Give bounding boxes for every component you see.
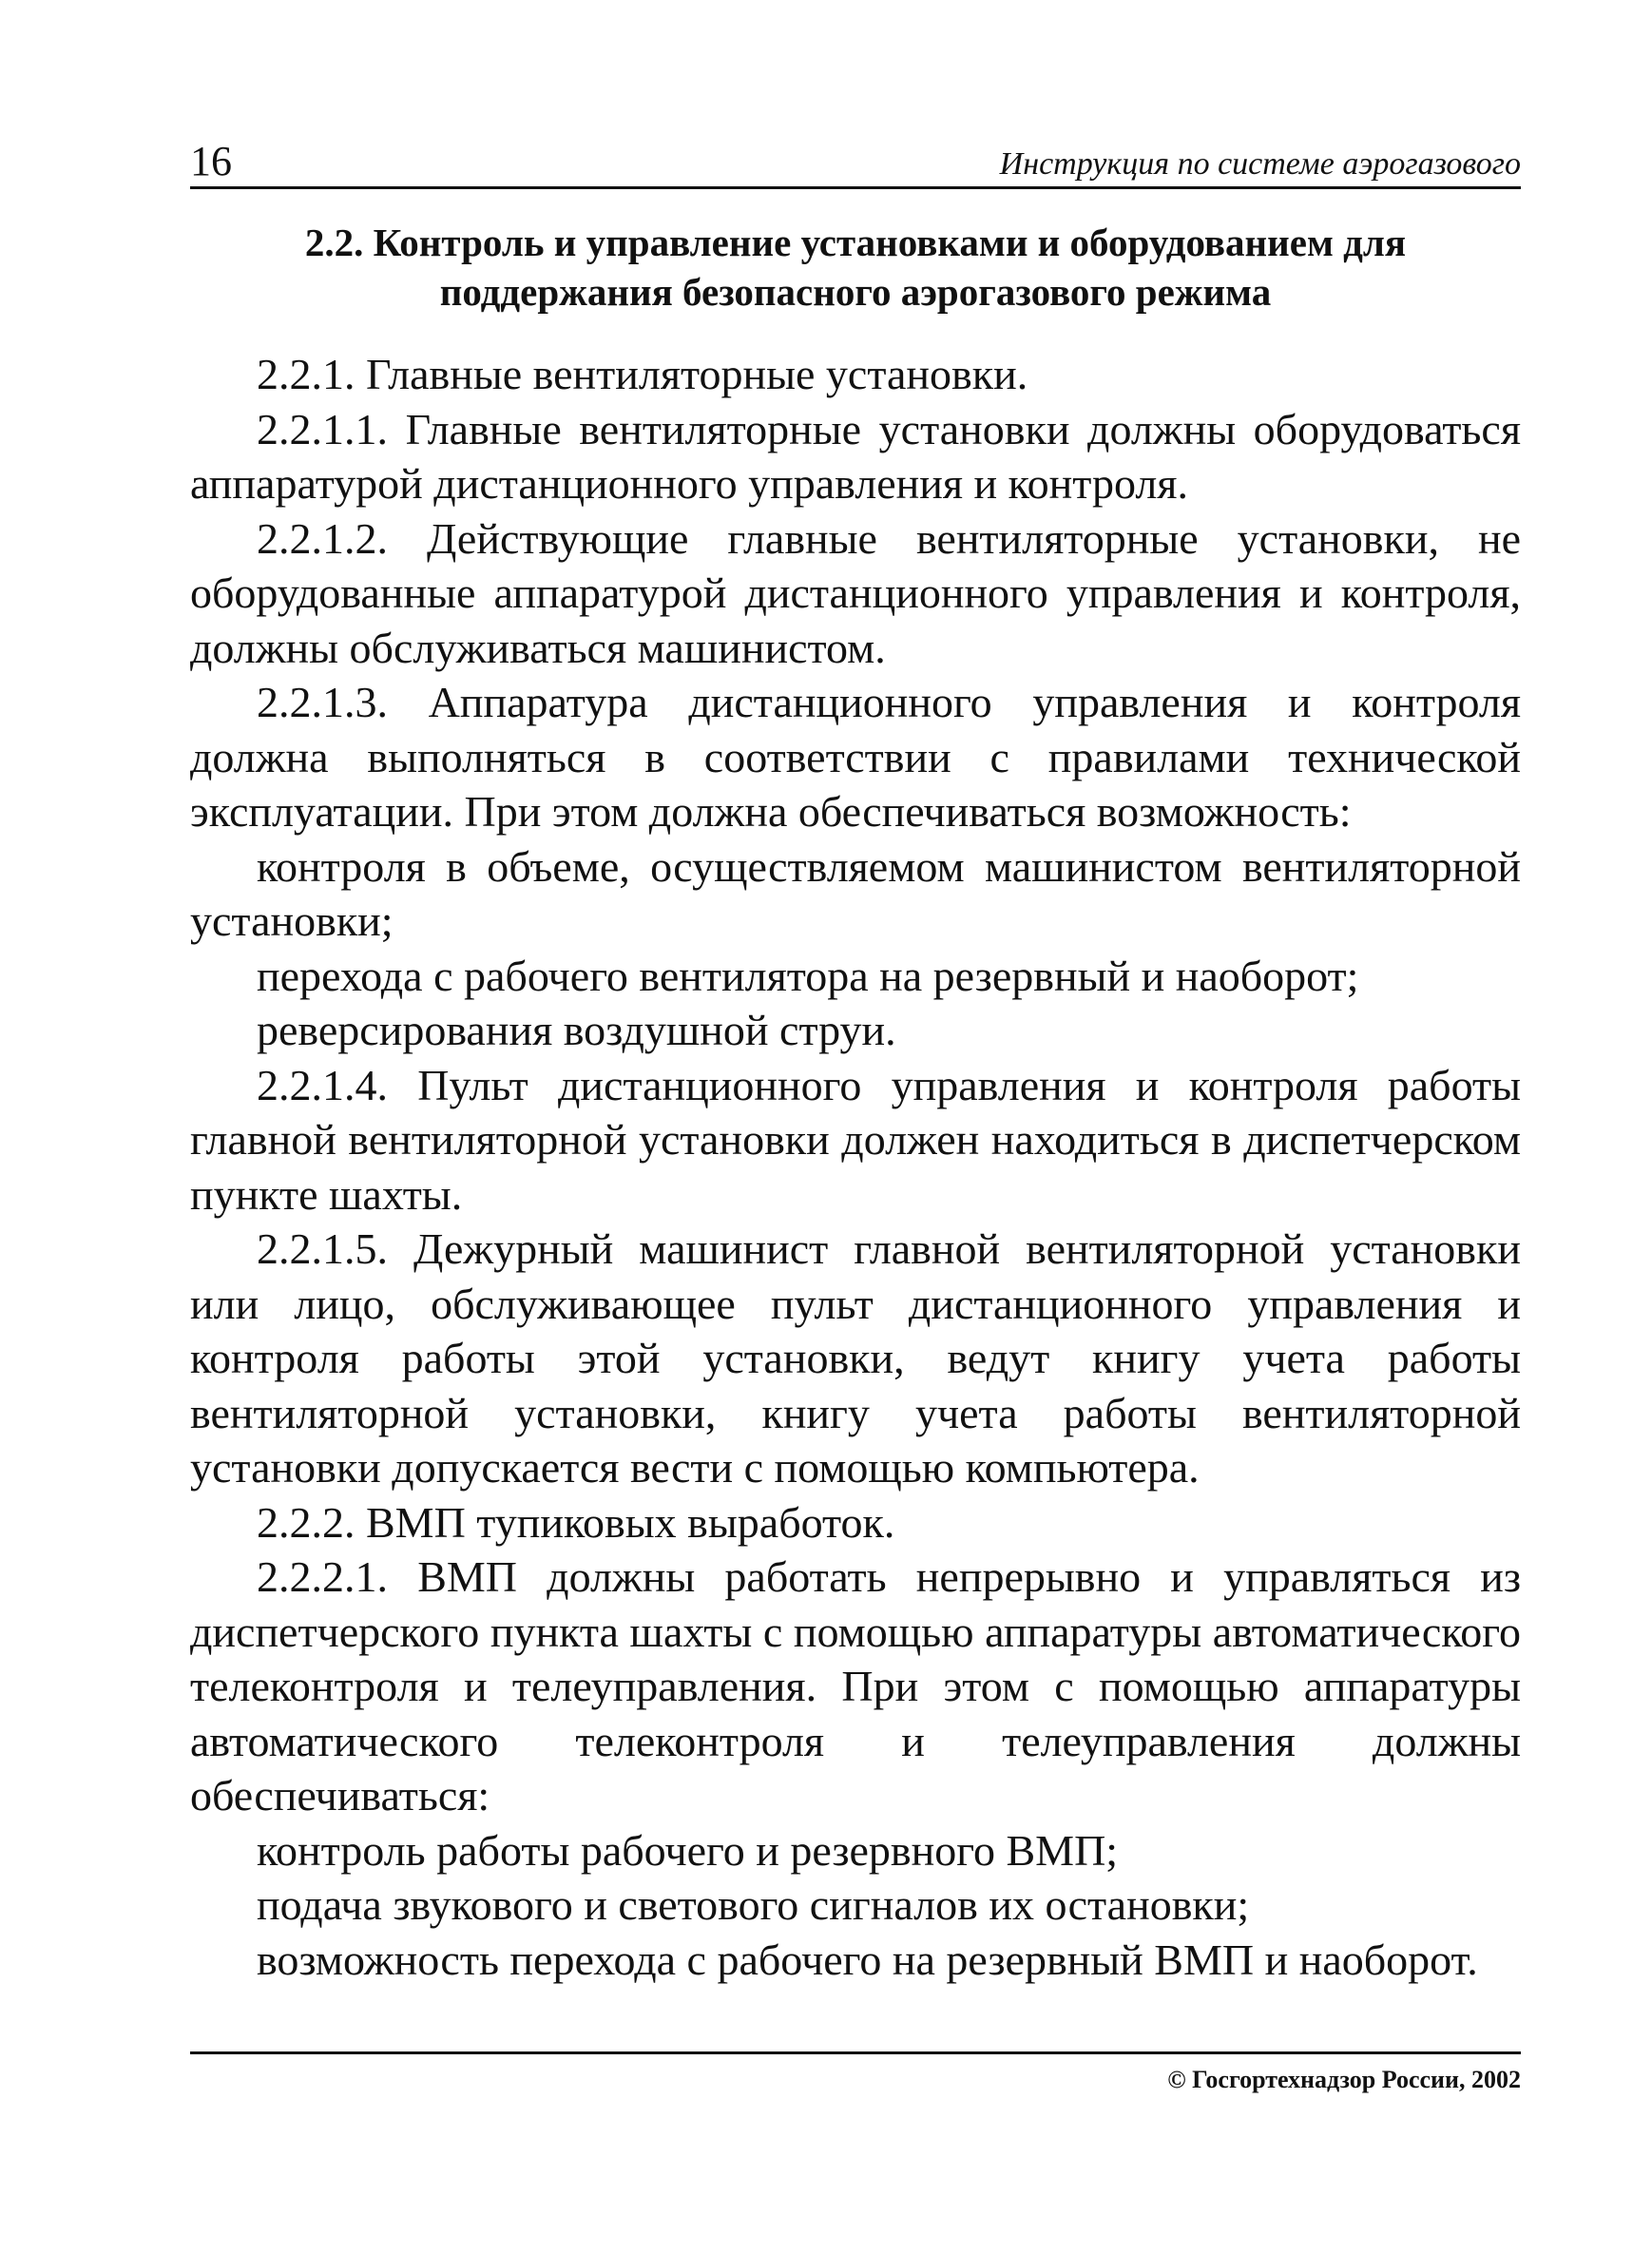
paragraph: контроль работы рабочего и резервного ВМП; xyxy=(257,1825,1119,1875)
paragraph: 2.2.1. Главные вентиляторные установки. xyxy=(257,350,1028,398)
paragraph: 2.2.1.3. Аппаратура дистанционного управления и контроля должна выполняться в соответствии с правилами технической эксплуатации. При этом должна обеспечиваться возможность: xyxy=(190,678,1521,836)
paragraph: 2.2.2.1. ВМП должны работать непрерывно и управляться из диспетчерского пункта шахты с помощью аппаратуры автоматического телеконтроля и телеуправления. При этом с помощью аппаратуры автоматического телеконтроля и телеуправления должны обеспечиваться: xyxy=(190,1552,1521,1820)
paragraph: перехода с рабочего вентилятора на резервный и наоборот; xyxy=(257,951,1359,1000)
page-number: 16 xyxy=(190,138,232,184)
document-page xyxy=(190,133,1521,2148)
body-text xyxy=(190,347,1521,1987)
paragraph: 2.2.1.2. Действующие главные вентиляторные установки, не оборудованные аппаратурой дистанционного управления и контроля, должны обслуживаться машинистом. xyxy=(190,513,1521,672)
running-header xyxy=(190,133,1521,189)
paragraph: 2.2.1.4. Пульт дистанционного управления и контроля работы главной вентиляторной установки должен находиться в диспетчерском пункте шахты. xyxy=(190,1060,1521,1219)
paragraph: реверсирования воздушной струи. xyxy=(257,1006,896,1054)
section-heading: 2.2. Контроль и управление установками и оборудованием для поддержания безопасного аэрогазового режима xyxy=(304,221,1407,314)
paragraph: 2.2.1.5. Дежурный машинист главной вентиляторной установки или лицо, обслуживающее пульт дистанционного управления и контроля работы этой установки, ведут книгу учета работы вентиляторной установки, книгу учета работы вентиляторной установки допускается вести с помощью компьютера. xyxy=(190,1224,1521,1492)
copyright-notice: © Госгортехнадзор России, 2002 xyxy=(1167,2066,1521,2093)
paragraph: 2.2.1.1. Главные вентиляторные установки должны оборудоваться аппаратурой дистанционного управления и контроля. xyxy=(190,404,1521,508)
paragraph: подача звукового и светового сигналов их остановки; xyxy=(257,1880,1250,1929)
running-header-title: Инструкция по системе аэрогазового xyxy=(999,146,1521,182)
paragraph: контроля в объеме, осуществляемом машинистом вентиляторной установки; xyxy=(190,841,1521,945)
paragraph: возможность перехода с рабочего на резервный ВМП и наоборот. xyxy=(257,1935,1478,1984)
page-footer xyxy=(190,2051,1521,2092)
paragraph: 2.2.2. ВМП тупиковых выработок. xyxy=(257,1497,895,1547)
